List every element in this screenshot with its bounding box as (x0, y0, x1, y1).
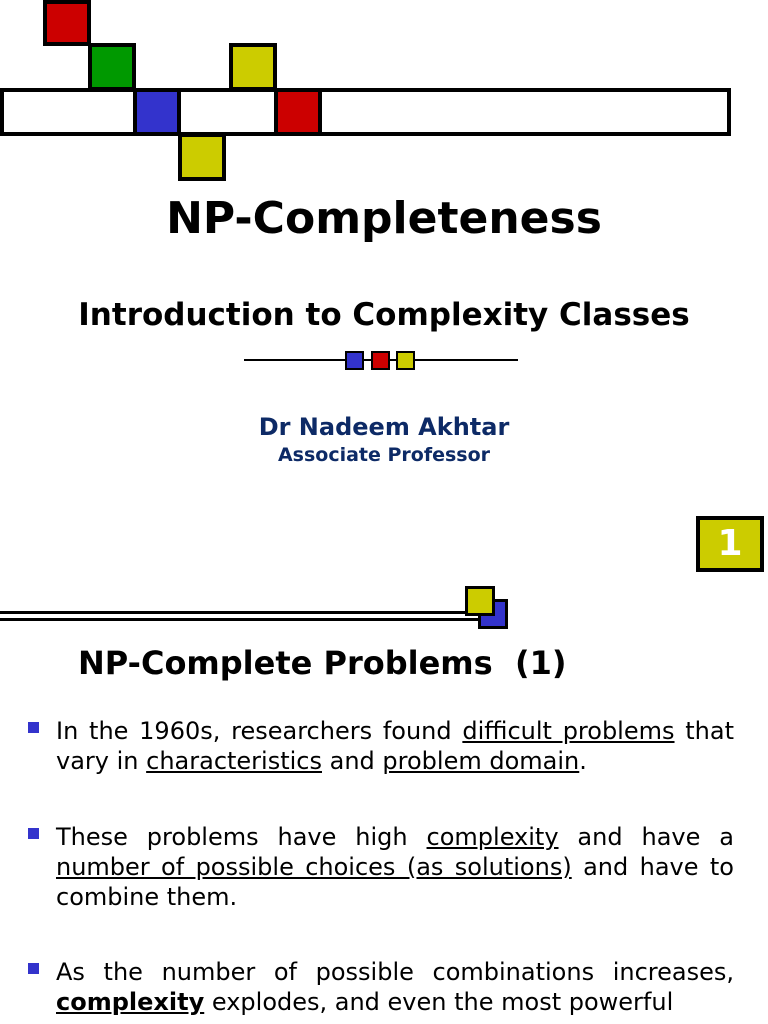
text-run: and (322, 747, 383, 775)
text-run: In the 1960s, researchers found (56, 717, 463, 745)
bullet-marker (28, 828, 39, 839)
text-run: that vary in (56, 717, 734, 775)
text-run: As the number of possible combinations increases, (56, 958, 734, 986)
slide-subtitle: Introduction to Complexity Classes (78, 297, 690, 333)
bullet-list (28, 716, 734, 1017)
underlined-text: difficult problems (462, 717, 675, 745)
decor-square-red (43, 0, 91, 46)
decor-square-yellow (229, 43, 277, 91)
header-bar (0, 88, 731, 136)
text-run: and have a (558, 823, 734, 851)
slide2-title: NP-Complete Problems (1) (78, 644, 567, 682)
underlined-text: problem domain (382, 747, 580, 775)
bullet-marker (28, 722, 39, 733)
decor-square-yellow-2 (178, 133, 226, 181)
divider-square-red (371, 351, 390, 370)
underlined-text: characteristics (146, 747, 322, 775)
divider-link-2 (390, 359, 396, 361)
bullet-text (56, 716, 734, 776)
text-run: . (579, 747, 587, 775)
divider-line-right (414, 359, 518, 361)
header-rule-square-yellow (465, 586, 495, 616)
divider-line-left (244, 359, 346, 361)
divider-square-blue (345, 351, 364, 370)
decor-square-blue (133, 88, 181, 136)
underlined-text: number of possible choices (as solutions) (56, 853, 572, 881)
divider-link-1 (364, 359, 371, 361)
decor-square-red-2 (274, 88, 322, 136)
slide-title: NP-Completeness (166, 193, 602, 244)
bullet-item (28, 822, 734, 912)
text-run: These problems have high (56, 823, 427, 851)
bullet-marker (28, 963, 39, 974)
decor-square-green (88, 43, 136, 91)
bullet-item (28, 716, 734, 776)
page-number-badge: 1 (696, 516, 764, 572)
bold-underlined-text: complexity (56, 988, 205, 1016)
divider-square-yellow (396, 351, 415, 370)
bullet-text (56, 957, 734, 1017)
bullet-item (28, 957, 734, 1017)
bullet-text (56, 822, 734, 912)
text-run: and have to combine them. (56, 853, 734, 911)
author-name: Dr Nadeem Akhtar (258, 413, 510, 441)
text-run: explodes, and even the most powerful (204, 988, 674, 1016)
header-rule-line (0, 611, 482, 621)
author-role: Associate Professor (277, 444, 491, 466)
underlined-text: complexity (426, 823, 559, 851)
